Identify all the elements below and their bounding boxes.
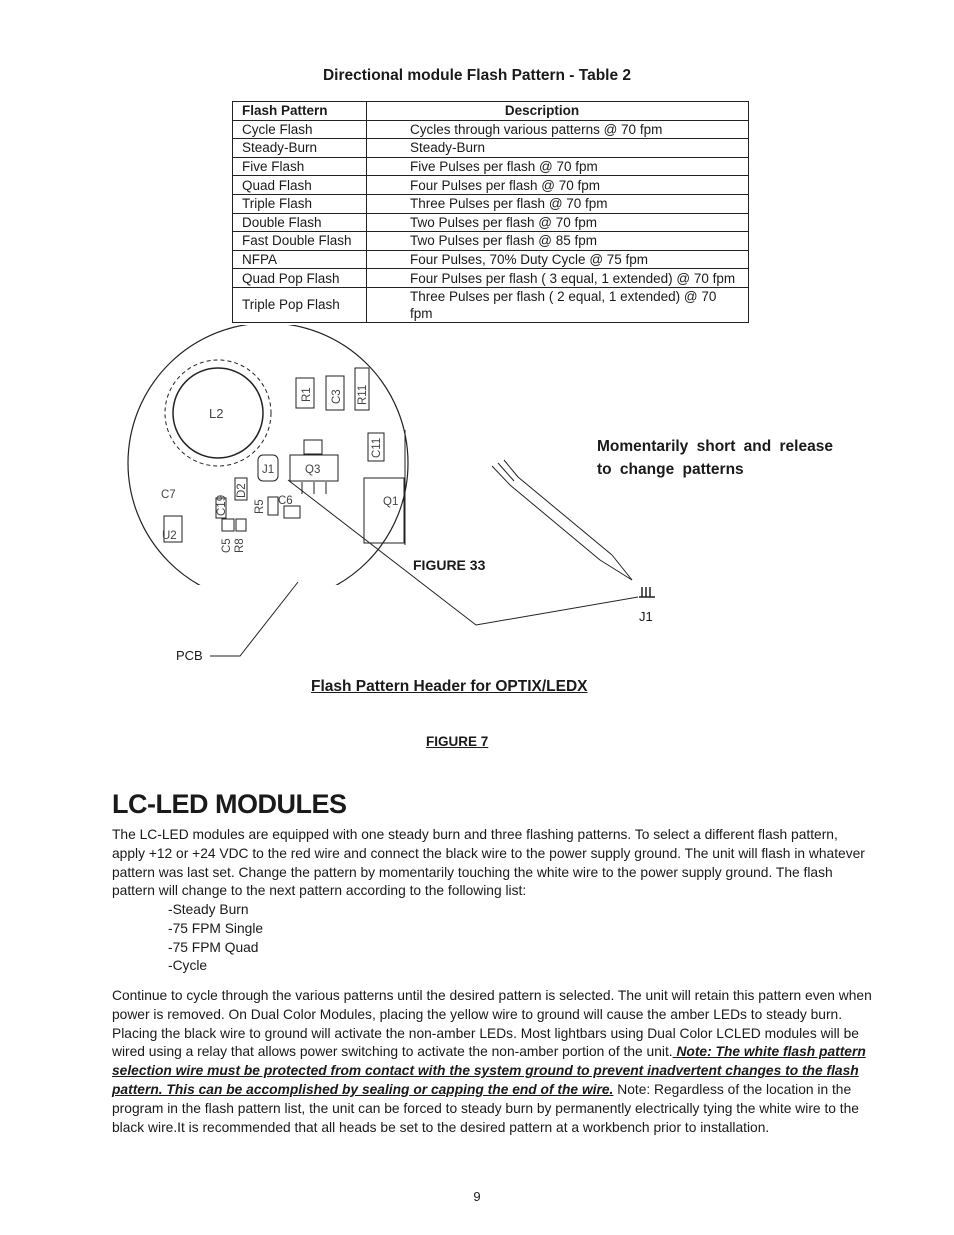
r8-pad <box>236 519 246 531</box>
description-cell: Three Pulses per flash ( 2 equal, 1 extended) @ 70 fpm <box>367 287 749 322</box>
flash-pattern-cell: Double Flash <box>233 213 367 232</box>
pcb-label: PCB <box>176 648 203 663</box>
flash-pattern-cell: Fast Double Flash <box>233 232 367 251</box>
figure-caption: Flash Pattern Header for OPTIX/LEDX <box>311 678 588 695</box>
pcb-part-label: R1 <box>301 387 313 402</box>
pattern-list <box>168 901 263 976</box>
pcb-part-label: C3 <box>331 389 343 404</box>
pcb-part-label: L2 <box>209 406 224 421</box>
description-cell: Steady-Burn <box>367 139 749 158</box>
c6-component <box>284 506 300 518</box>
pcb-board <box>128 323 408 603</box>
paragraph-2-continued: Note: Regardless of the location in the program in the flash pattern list, the unit can be forced to steady burn by permanently electrically tying the white wire to the black wire.It is recommended that all heads be set to the desired pattern at a workbench prior to installation. <box>112 1081 859 1135</box>
pcb-part-label: R5 <box>254 499 266 514</box>
j1-pin-icon <box>639 587 655 597</box>
pcb-part-label: D2 <box>236 483 248 498</box>
flash-pattern-cell: NFPA <box>233 250 367 269</box>
description-cell: Cycles through various patterns @ 70 fpm <box>367 120 749 139</box>
page-number: 9 <box>473 1189 481 1204</box>
figure-7-label: FIGURE 7 <box>426 734 489 749</box>
description-cell: Five Pulses per flash @ 70 fpm <box>367 157 749 176</box>
flash-pattern-cell: Triple Flash <box>233 194 367 213</box>
callout-text <box>597 435 833 481</box>
pcb-part-label: Q3 <box>305 464 321 476</box>
pcb-part-label: C6 <box>278 495 293 507</box>
column-header-description: Description <box>367 102 749 121</box>
pcb-part-label: J1 <box>262 464 275 476</box>
pcb-leader-line <box>210 582 298 656</box>
section-heading: LC-LED MODULES <box>112 789 347 819</box>
flash-pattern-cell: Quad Flash <box>233 176 367 195</box>
flash-pattern-cell: Five Flash <box>233 157 367 176</box>
j1-leader-line <box>288 480 638 625</box>
pcb-part-label: R8 <box>234 538 246 553</box>
flash-pattern-cell: Triple Pop Flash <box>233 287 367 322</box>
paragraph-2-text: Continue to cycle through the various patterns until the desired pattern is selected. The unit will retain this pattern even when power is removed. On Dual Color Modules, placing the yellow wire to ground will cause the amber LEDs to steady burn. Placing the black wire to ground will activate the non-amber LEDs. Most lightbars using Dual Color LCLED modules will be wired using a relay that allows power switching to activate the non-amber portion of the unit. <box>112 988 872 1060</box>
pcb-part-label: C5 <box>221 538 233 553</box>
figure-33-label: FIGURE 33 <box>413 557 486 573</box>
list-item: -75 FPM Single <box>168 920 264 936</box>
section-paragraph-2 <box>112 987 872 1137</box>
table-title: Directional module Flash Pattern - Table 2 <box>322 67 632 84</box>
q1-component <box>364 478 404 543</box>
pcb-part-label: C11 <box>371 437 383 458</box>
j1-label: J1 <box>639 609 653 624</box>
pcb-part-label: C7 <box>161 489 176 501</box>
flash-pattern-cell: Steady-Burn <box>233 139 367 158</box>
column-header-flash-pattern: Flash Pattern <box>233 102 367 121</box>
pcb-part-label: R11 <box>357 384 369 405</box>
section-paragraph-1: The LC-LED modules are equipped with one steady burn and three flashing patterns. To select a different flash pattern, apply +12 or +24 VDC to the red wire and connect the black wire to the power supply ground. The unit will flash in whatever pattern was last set. Change the pattern by momentarily touching the white wire to the power supply ground. The flash pattern will change to the next pattern according to the following list: <box>112 827 865 899</box>
description-cell: Two Pulses per flash @ 70 fpm <box>367 213 749 232</box>
r5-component <box>268 497 278 515</box>
description-cell: Two Pulses per flash @ 85 fpm <box>367 232 749 251</box>
c5-pad <box>222 519 234 531</box>
callout-line-1: Momentarily short and release <box>597 438 833 455</box>
description-cell: Three Pulses per flash @ 70 fpm <box>367 194 749 213</box>
description-cell: Four Pulses per flash @ 70 fpm <box>367 176 749 195</box>
callout-line-2: to change patterns <box>597 461 744 478</box>
q3-tab <box>304 440 322 454</box>
flash-pattern-cell: Cycle Flash <box>233 120 367 139</box>
description-cell: Four Pulses, 70% Duty Cycle @ 75 fpm <box>367 250 749 269</box>
list-item: -Steady Burn <box>168 902 249 917</box>
list-item: -Cycle <box>168 958 208 974</box>
warning-note: Note: The white flash pattern selection wire must be protected from contact with the system ground to prevent inadvertent changes to the flash pattern. This can be accomplished by sealing or capping the end of the wire. <box>112 1044 866 1097</box>
list-item: -75 FPM Quad <box>168 939 259 955</box>
description-cell: Four Pulses per flash ( 3 equal, 1 extended) @ 70 fpm <box>367 269 749 288</box>
pcb-part-label: C19 <box>216 494 228 516</box>
pcb-part-label: U2 <box>162 530 177 542</box>
flash-pattern-cell: Quad Pop Flash <box>233 269 367 288</box>
pcb-part-label: Q1 <box>383 496 399 508</box>
